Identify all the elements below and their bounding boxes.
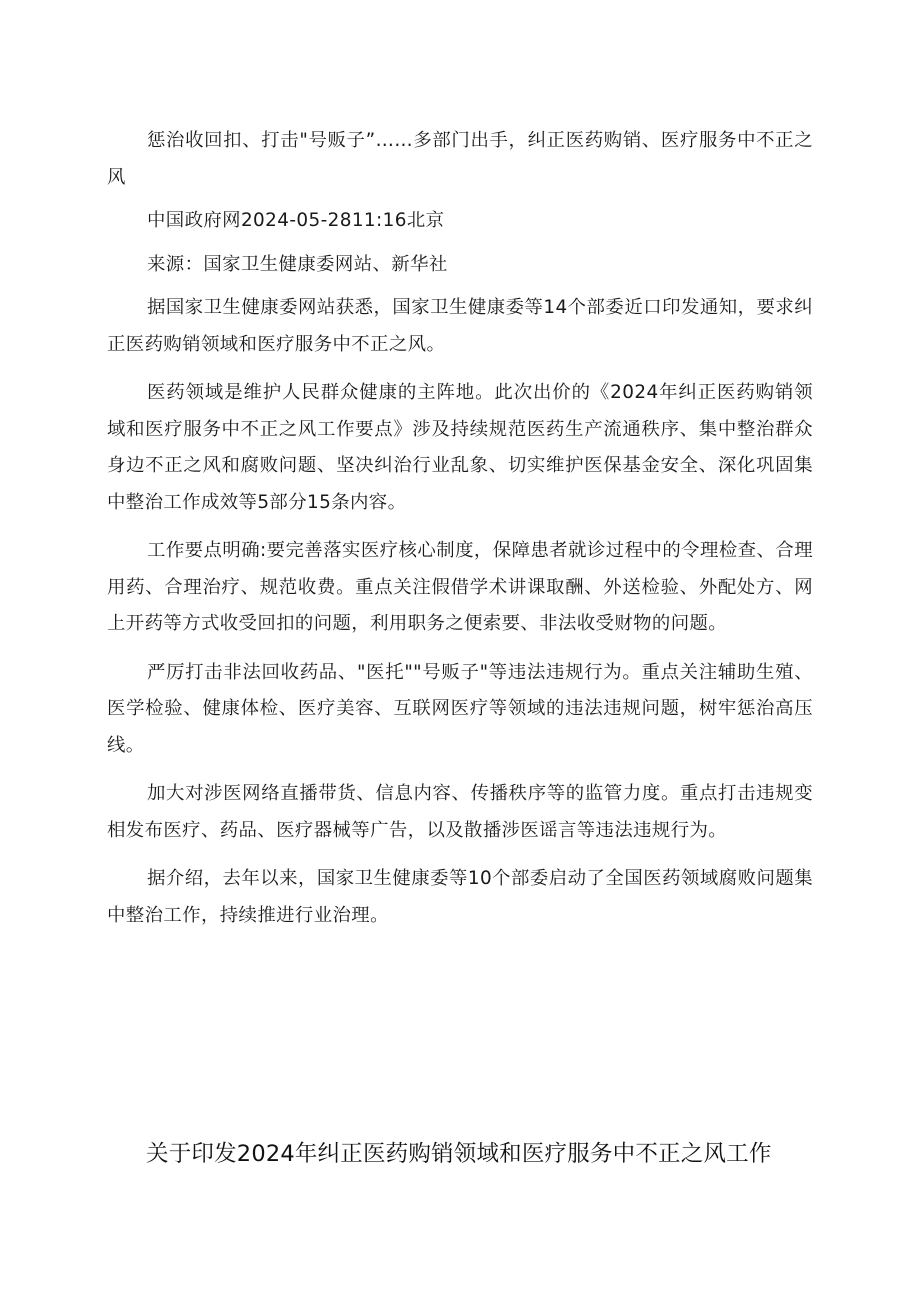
- article-paragraph: 据介绍，去年以来，国家卫生健康委等10个部委启动了全国医药领域腐败问题集中整治工作，持续推进行业治理。: [107, 868, 813, 926]
- article-paragraph: 工作要点明确:要完善落实医疗核心制度，保障患者就诊过程中的令理检查、合理用药、合理治疗、规范收费。重点关注假借学术讲课取酬、外送检验、外配处方、网上开药等方式收受回扣的问题，利用职务之便索要、非法收受财物的问题。: [107, 540, 813, 634]
- article-paragraph: 加大对涉医网络直播带货、信息内容、传播秩序等的监管力度。重点打击违规变相发布医疗、药品、医疗器械等广告，以及散播涉医谣言等违法违规行为。: [107, 783, 813, 841]
- article-body: [107, 123, 813, 934]
- article-paragraph: 医药领域是维护人民群众健康的主阵地。此次出价的《2024年纠正医药购销领域和医疗服务中不正之风工作要点》涉及持续规范医药生产流通秩序、集中整治群众身边不正之风和腐败问题、坚决纠治行业乱象、切实维护医保基金安全、深化巩固集中整治工作成效等5部分15条内容。: [107, 382, 813, 513]
- article-byline: 中国政府网2024-05-2811:16北京: [147, 210, 445, 231]
- article-source: 来源：国家卫生健康委网站、新华社: [147, 253, 448, 275]
- article-title: 惩治收回扣、打击"号贩子”……多部门出手，纠正医药购销、医疗服务中不正之风: [107, 130, 813, 188]
- article-paragraph: 严厉打击非法回收药品、"医托""号贩子"等违法违规行为。重点关注辅助生殖、医学检验、健康体检、医疗美容、互联网医疗等领域的违法违规问题，树牢惩治高压线。: [107, 661, 813, 756]
- next-document-heading: 关于印发2024年纠正医药购销领域和医疗服务中不正之风工作: [146, 1141, 772, 1167]
- article-paragraph: 据国家卫生健康委网站获悉，国家卫生健康委等14个部委近口印发通知，要求纠正医药购销领域和医疗服务中不正之风。: [107, 297, 813, 355]
